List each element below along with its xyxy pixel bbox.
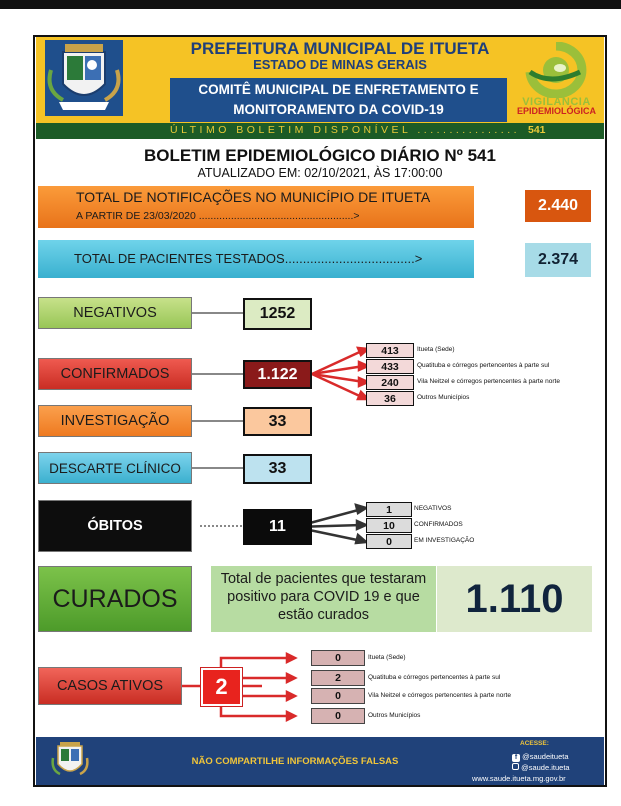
confirmados-label: CONFIRMADOS	[38, 358, 192, 390]
instagram-icon	[512, 763, 519, 770]
website-link[interactable]: www.saude.itueta.mg.gov.br	[472, 774, 566, 783]
instagram-link[interactable]: @saude.itueta	[512, 763, 570, 772]
ativos-sede-label: Itueta (Sede)	[368, 654, 406, 661]
footer-coat-of-arms-icon	[50, 740, 90, 782]
confirmados-norte-label: Vila Neitzel e córregos pertencentes à parte norte	[417, 378, 560, 385]
committee-title: COMITÊ MUNICIPAL DE ENFRETAMENTO E MONITORAMENTO DA COVID-19	[198, 82, 479, 117]
confirmados-outros-label: Outros Municípios	[417, 394, 470, 401]
obitos-confirmados-value: 10	[366, 518, 412, 533]
vigilancia-text: VIGILÂNCIA	[522, 96, 591, 108]
tested-value: 2.374	[525, 243, 591, 277]
obitos-label: ÓBITOS	[38, 500, 192, 552]
negativos-value: 1252	[243, 298, 312, 330]
notifications-since: A PARTIR DE 23/03/2020 .....................................................>	[76, 210, 360, 222]
prefeitura-title: PREFEITURA MUNICIPAL DE ITUETA	[190, 39, 490, 58]
ativos-sede-value: 0	[311, 650, 365, 666]
obitos-value: 11	[243, 509, 312, 545]
notifications-value: 2.440	[525, 190, 591, 222]
obitos-investigacao-value: 0	[366, 534, 412, 549]
ativos-outros-label: Outros Municípios	[368, 712, 421, 719]
epidemiologica-text: EPIDEMIOLÓGICA	[516, 106, 596, 116]
casos-ativos-value: 2	[201, 668, 242, 706]
descarte-value: 33	[243, 454, 312, 484]
acesse-label: ACESSE:	[520, 740, 549, 747]
confirmados-sul-label: Quatituba e córregos pertencentes à parte sul	[417, 362, 550, 369]
ativos-norte-value: 0	[311, 688, 365, 704]
obitos-negativos-label: NEGATIVOS	[414, 505, 452, 512]
negativos-label: NEGATIVOS	[38, 297, 192, 329]
estado-subtitle: ESTADO DE MINAS GERAIS	[253, 57, 427, 72]
confirmados-norte-value: 240	[366, 375, 414, 390]
investigacao-label: INVESTIGAÇÃO	[38, 405, 192, 437]
obitos-negativos-value: 1	[366, 502, 412, 517]
bulletin-title: BOLETIM EPIDEMIOLÓGICO DIÁRIO Nº 541	[144, 146, 496, 165]
notifications-label: TOTAL DE NOTIFICAÇÕES NO MUNICÍPIO DE ITUETA	[76, 189, 431, 205]
ativos-sul-label: Quatituba e córregos pertencentes à parte sul	[368, 674, 501, 681]
confirmados-sede-label: Itueta (Sede)	[417, 346, 455, 353]
facebook-icon: f	[512, 754, 520, 762]
obitos-investigacao-label: EM INVESTIGAÇÃO	[414, 537, 475, 544]
curados-value: 1.110	[437, 566, 592, 632]
last-bulletin-number: 541	[528, 124, 546, 136]
casos-ativos-label: CASOS ATIVOS	[38, 667, 182, 705]
last-bulletin-label: ÚLTIMO BOLETIM DISPONÍVEL ................	[170, 124, 521, 136]
footer-message: NÃO COMPARTILHE INFORMAÇÕES FALSAS	[191, 756, 399, 767]
updated-timestamp: ATUALIZADO EM: 02/10/2021, ÀS 17:00:00	[197, 166, 443, 180]
confirmados-sul-value: 433	[366, 359, 414, 374]
ativos-norte-label: Vila Neitzel e córregos pertencentes à parte norte	[368, 692, 511, 699]
tested-label: TOTAL DE PACIENTES TESTADOS....................................>	[38, 240, 474, 278]
investigacao-value: 33	[243, 407, 312, 436]
ativos-outros-value: 0	[311, 708, 365, 724]
ativos-sul-value: 2	[311, 670, 365, 686]
facebook-link[interactable]: f @saudeitueta	[512, 752, 569, 762]
confirmados-outros-value: 36	[366, 391, 414, 406]
obitos-confirmados-label: CONFIRMADOS	[414, 521, 463, 528]
confirmados-value: 1.122	[243, 360, 312, 389]
curados-label: CURADOS	[38, 566, 192, 632]
descarte-label: DESCARTE CLÍNICO	[38, 452, 192, 484]
curados-description: Total de pacientes que testaram positivo para COVID 19 e que estão curados	[211, 566, 436, 632]
confirmados-sede-value: 413	[366, 343, 414, 358]
